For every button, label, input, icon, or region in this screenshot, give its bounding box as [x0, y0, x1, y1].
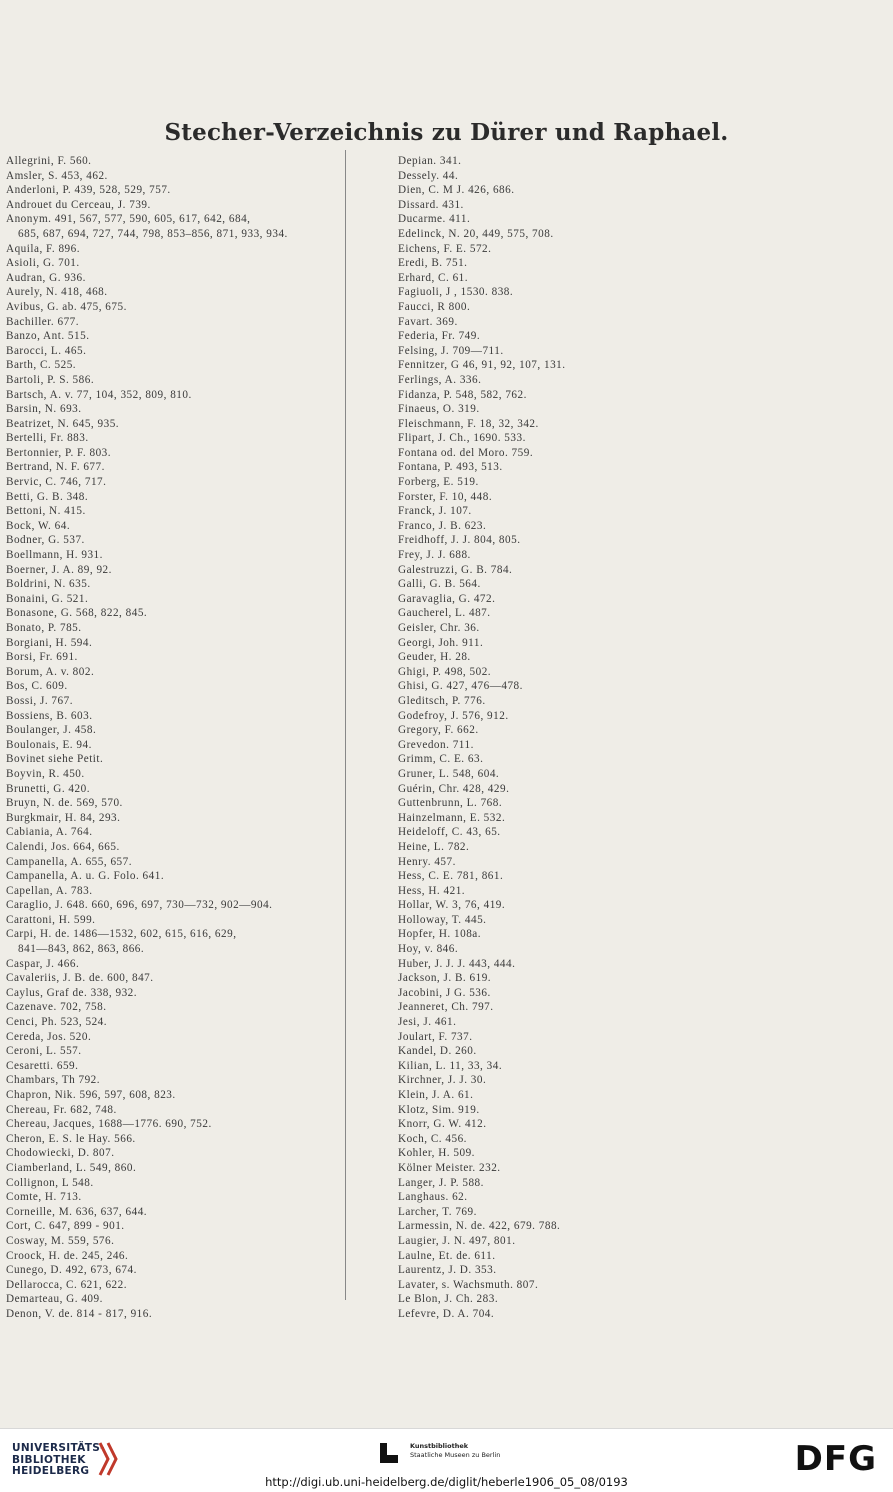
ub-emblem-icon	[94, 1439, 124, 1479]
index-entry: Freidhoff, J. J. 804, 805.	[398, 534, 521, 547]
index-entry: Guttenbrunn, L. 768.	[398, 797, 503, 810]
index-entry: Cabiania, A. 764.	[6, 826, 93, 839]
index-entry: Franco, J. B. 623.	[398, 519, 487, 532]
kb-name: Kunstbibliothek	[410, 1442, 469, 1450]
index-entry: Ferlings, A. 336.	[398, 373, 482, 386]
index-entry: Langhaus. 62.	[398, 1191, 468, 1204]
ub-logo-line: UNIVERSITÄTS-	[12, 1442, 105, 1454]
index-entry: Gaucherel, L. 487.	[398, 607, 491, 620]
index-entry: Lefevre, D. A. 704.	[398, 1307, 495, 1320]
index-entry: Chapron, Nik. 596, 597, 608, 823.	[6, 1089, 176, 1101]
index-entry: Hess, H. 421.	[398, 884, 466, 897]
index-entry: Hollar, W. 3, 76, 419.	[398, 899, 506, 912]
index-entry: Cunego, D. 492, 673, 674.	[6, 1264, 137, 1277]
index-entry: Bettoni, N. 415.	[6, 505, 86, 518]
index-entry: Cheron, E. S. le Hay. 566.	[6, 1132, 136, 1145]
index-entry: Erhard, C. 61.	[398, 271, 469, 284]
index-entry: Kohler, H. 509.	[398, 1147, 475, 1160]
index-entry: Carpi, H. de. 1486—1532, 602, 615, 616, 629,	[6, 928, 237, 941]
index-entry: Klotz, Sim. 919.	[398, 1103, 480, 1116]
index-entry: Laulne, Et. de. 611.	[398, 1249, 496, 1262]
index-entry: Androuet du Cerceau, J. 739.	[6, 198, 151, 211]
index-entry: Aurely, N. 418, 468.	[6, 286, 108, 299]
index-entry: Dessely. 44.	[398, 169, 459, 182]
index-entry: Bonaini, G. 521.	[6, 592, 89, 605]
index-entry: Comte, H. 713.	[6, 1191, 82, 1204]
index-entry: Calendi, Jos. 664, 665.	[6, 840, 120, 853]
index-entry: 841—843, 862, 863, 866.	[18, 943, 145, 956]
index-entry: Bonato, P. 785.	[6, 622, 82, 634]
index-entry: Gleditsch, P. 776.	[398, 694, 486, 707]
ub-logo-line: HEIDELBERG	[12, 1465, 90, 1477]
index-entry: Dissard. 431.	[398, 198, 464, 211]
index-entry: Borgiani, H. 594.	[6, 636, 93, 649]
index-entry: Bodner, G. 537.	[6, 534, 85, 547]
index-entry: Banzo, Ant. 515.	[6, 330, 90, 343]
index-entry: Koch, C. 456.	[398, 1132, 467, 1145]
index-entry: Jeanneret, Ch. 797.	[398, 1001, 494, 1014]
index-entry: Larcher, T. 769.	[398, 1205, 477, 1218]
index-entry: Geuder, H. 28.	[398, 651, 471, 664]
index-entry: Bartsch, A. v. 77, 104, 352, 809, 810.	[6, 388, 192, 401]
index-entry: Grevedon. 711.	[398, 738, 474, 751]
index-entry: Dellarocca, C. 621, 622.	[6, 1278, 128, 1291]
index-entry: Kandel, D. 260.	[398, 1045, 477, 1058]
index-entry: Jacobini, J G. 536.	[398, 986, 491, 999]
index-entry: Gregory, F. 662.	[398, 724, 479, 737]
index-entry: Cavaleriis, J. B. de. 600, 847.	[6, 972, 154, 985]
index-entry: Garavaglia, G. 472.	[398, 592, 496, 605]
index-entry: Henry. 457.	[398, 855, 456, 868]
index-entry: Forster, F. 10, 448.	[398, 490, 493, 503]
index-entry: Bruyn, N. de. 569, 570.	[6, 797, 123, 810]
index-entry: Hoy, v. 846.	[398, 943, 459, 956]
index-entry: Cosway, M. 559, 576.	[6, 1234, 115, 1247]
index-entry: Boellmann, H. 931.	[6, 549, 103, 562]
index-entry: Frey, J. J. 688.	[398, 549, 471, 562]
index-entry: Knorr, G. W. 412.	[398, 1118, 487, 1131]
index-entry: Campanella, A. u. G. Folo. 641.	[6, 870, 165, 883]
index-entry: Fidanza, P. 548, 582, 762.	[398, 388, 527, 401]
index-entry: Joulart, F. 737.	[398, 1030, 473, 1043]
index-entry: Cazenave. 702, 758.	[6, 1001, 107, 1014]
index-entry: Huber, J. J. J. 443, 444.	[398, 957, 516, 970]
index-entry: Chereau, Fr. 682, 748.	[6, 1103, 117, 1116]
index-entry: Larmessin, N. de. 422, 679. 788.	[398, 1220, 561, 1233]
index-entry: Cort, C. 647, 899 - 901.	[6, 1220, 125, 1233]
index-entry: Franck, J. 107.	[398, 505, 472, 518]
index-entry: Galli, G. B. 564.	[398, 578, 481, 591]
index-entry: Betti, G. B. 348.	[6, 490, 89, 503]
index-entry: Caylus, Graf de. 338, 932.	[6, 986, 138, 999]
index-entry: Bertonnier, P. F. 803.	[6, 446, 112, 459]
index-entry: Bachiller. 677.	[6, 315, 80, 328]
index-entry: Grimm, C. E. 63.	[398, 753, 484, 766]
index-entry: Fleischmann, F. 18, 32, 342.	[398, 417, 539, 430]
index-entry: Finaeus, O. 319.	[398, 403, 480, 416]
index-entry: Bos, C. 609.	[6, 680, 68, 693]
index-entry: Allegrini, F. 560.	[6, 155, 92, 167]
index-entry: 685, 687, 694, 727, 744, 798, 853–856, 871, 933, 934.	[18, 227, 288, 240]
permalink-url[interactable]: http://digi.ub.uni-heidelberg.de/diglit/heberle1906_05_08/0193	[265, 1475, 628, 1489]
index-entry: Demarteau, G. 409.	[6, 1293, 103, 1306]
index-entry: Kilian, L. 11, 33, 34.	[398, 1059, 503, 1072]
index-entry: Depian. 341.	[398, 155, 462, 167]
index-entry: Fontana, P. 493, 513.	[398, 461, 503, 474]
kunstbibliothek-label[interactable]	[410, 1442, 500, 1460]
index-entry: Fontana od. del Moro. 759.	[398, 446, 534, 459]
index-entry: Eichens, F. E. 572.	[398, 242, 492, 255]
index-entry: Bossi, J. 767.	[6, 694, 73, 707]
index-entry: Cenci, Ph. 523, 524.	[6, 1016, 108, 1029]
ub-logo-line: BIBLIOTHEK	[12, 1453, 86, 1466]
index-entry: Gruner, L. 548, 604.	[398, 767, 500, 780]
index-entry: Heideloff, C. 43, 65.	[398, 826, 501, 839]
index-entry: Boulonais, E. 94.	[6, 738, 92, 751]
index-entry: Borum, A. v. 802.	[6, 665, 95, 678]
index-entry: Klein, J. A. 61.	[398, 1089, 474, 1101]
index-entry: Cesaretti. 659.	[6, 1059, 79, 1072]
footer-bar	[0, 1428, 893, 1492]
index-entry: Ciamberland, L. 549, 860.	[6, 1161, 137, 1174]
ub-heidelberg-logo[interactable]	[12, 1443, 105, 1478]
index-entry: Guérin, Chr. 428, 429.	[398, 782, 510, 795]
index-entry: Asioli, G. 701.	[6, 257, 80, 270]
index-entry: Georgi, Joh. 911.	[398, 636, 484, 649]
index-entry: Ghisi, G. 427, 476—478.	[398, 680, 523, 693]
index-entry: Galestruzzi, G. B. 784.	[398, 563, 513, 576]
index-entry: Borsi, Fr. 691.	[6, 651, 78, 664]
index-entry: Brunetti, G. 420.	[6, 782, 91, 795]
index-entry: Carattoni, H. 599.	[6, 913, 96, 926]
index-entry: Collignon, L 548.	[6, 1176, 94, 1189]
index-entry: Kölner Meister. 232.	[398, 1161, 501, 1174]
index-entry: Laurentz, J. D. 353.	[398, 1264, 497, 1277]
index-entry: Corneille, M. 636, 637, 644.	[6, 1205, 148, 1218]
index-entry: Kirchner, J. J. 30.	[398, 1074, 487, 1087]
index-entry: Aquila, F. 896.	[6, 242, 81, 255]
index-entry: Favart. 369.	[398, 315, 458, 328]
index-entry: Bock, W. 64.	[6, 519, 71, 532]
index-entry: Ducarme. 411.	[398, 213, 471, 226]
index-entry: Barsin, N. 693.	[6, 403, 82, 416]
index-entry: Faucci, R 800.	[398, 300, 471, 313]
index-entry: Bonasone, G. 568, 822, 845.	[6, 607, 148, 620]
index-entry: Croock, H. de. 245, 246.	[6, 1249, 129, 1262]
index-entry: Hainzelmann, E. 532.	[398, 811, 506, 824]
index-entry: Bervic, C. 746, 717.	[6, 476, 107, 489]
index-entry: Heine, L. 782.	[398, 840, 470, 853]
index-entry: Bertrand, N. F. 677.	[6, 461, 105, 474]
index-entry: Audran, G. 936.	[6, 271, 86, 284]
column-divider	[345, 150, 346, 1300]
index-entry: Edelinck, N. 20, 449, 575, 708.	[398, 227, 554, 240]
index-entry: Hopfer, H. 108a.	[398, 928, 482, 941]
index-entry: Burgkmair, H. 84, 293.	[6, 811, 121, 824]
index-entry: Boyvin, R. 450.	[6, 767, 85, 780]
index-entry: Jesi, J. 461.	[398, 1016, 457, 1029]
index-entry: Barocci, L. 465.	[6, 344, 87, 357]
index-entry: Barth, C. 525.	[6, 359, 77, 372]
index-entry: Anderloni, P. 439, 528, 529, 757.	[6, 184, 171, 197]
index-entry: Boldrini, N. 635.	[6, 578, 91, 591]
index-entry: Caspar, J. 466.	[6, 957, 80, 970]
index-entry: Laugier, J. N. 497, 801.	[398, 1234, 516, 1247]
index-entry: Forberg, E. 519.	[398, 476, 479, 489]
index-entry: Le Blon, J. Ch. 283.	[398, 1293, 499, 1306]
index-entry: Fagiuoli, J , 1530. 838.	[398, 286, 514, 299]
index-entry: Felsing, J. 709—711.	[398, 344, 504, 357]
index-entry: Caraglio, J. 648. 660, 696, 697, 730—732, 902—904.	[6, 899, 273, 912]
index-entry: Boerner, J. A. 89, 92.	[6, 563, 112, 576]
index-entry: Bossiens, B. 603.	[6, 709, 93, 722]
index-entry: Geisler, Chr. 36.	[398, 622, 480, 634]
index-entry: Jackson, J. B. 619.	[398, 972, 492, 985]
kunstbibliothek-logo-icon	[378, 1441, 400, 1465]
index-entry: Chereau, Jacques, 1688—1776. 690, 752.	[6, 1118, 212, 1131]
index-entry: Cereda, Jos. 520.	[6, 1030, 92, 1043]
index-entry: Bertelli, Fr. 883.	[6, 432, 89, 445]
index-entry: Ceroni, L. 557.	[6, 1045, 82, 1058]
right-column	[398, 154, 748, 1322]
index-entry: Ghigi, P. 498, 502.	[398, 665, 492, 678]
index-entry: Bartoli, P. S. 586.	[6, 373, 95, 386]
page-title: Stecher-Verzeichnis zu Dürer und Raphael.	[164, 119, 729, 146]
index-entry: Fennitzer, G 46, 91, 92, 107, 131.	[398, 359, 566, 372]
index-entry: Flipart, J. Ch., 1690. 533.	[398, 432, 526, 445]
index-entry: Dien, C. M J. 426, 686.	[398, 184, 515, 197]
index-entry: Boulanger, J. 458.	[6, 724, 97, 737]
index-entry: Lavater, s. Wachsmuth. 807.	[398, 1278, 539, 1291]
left-column	[6, 154, 342, 1322]
index-entry: Capellan, A. 783.	[6, 884, 93, 897]
index-entry: Hess, C. E. 781, 861.	[398, 870, 504, 883]
index-entry: Avibus, G. ab. 475, 675.	[6, 300, 127, 313]
index-entry: Denon, V. de. 814 - 817, 916.	[6, 1307, 153, 1320]
index-entry: Federia, Fr. 749.	[398, 330, 481, 343]
dfg-logo[interactable]: DFG	[794, 1439, 877, 1479]
index-entry: Langer, J. P. 588.	[398, 1176, 484, 1189]
index-entry: Anonym. 491, 567, 577, 590, 605, 617, 642, 684,	[6, 213, 251, 226]
index-entry: Bovinet siehe Petit.	[6, 753, 104, 766]
index-entry: Eredi, B. 751.	[398, 257, 468, 270]
index-entry: Godefroy, J. 576, 912.	[398, 709, 509, 722]
index-entry: Campanella, A. 655, 657.	[6, 855, 133, 868]
index-entry: Amsler, S. 453, 462.	[6, 169, 108, 182]
index-entry: Beatrizet, N. 645, 935.	[6, 417, 120, 430]
index-entry: Chambars, Th 792.	[6, 1074, 101, 1087]
kb-subtitle: Staatliche Museen zu Berlin	[410, 1451, 501, 1459]
index-entry: Chodowiecki, D. 807.	[6, 1147, 115, 1160]
index-entry: Holloway, T. 445.	[398, 913, 487, 926]
